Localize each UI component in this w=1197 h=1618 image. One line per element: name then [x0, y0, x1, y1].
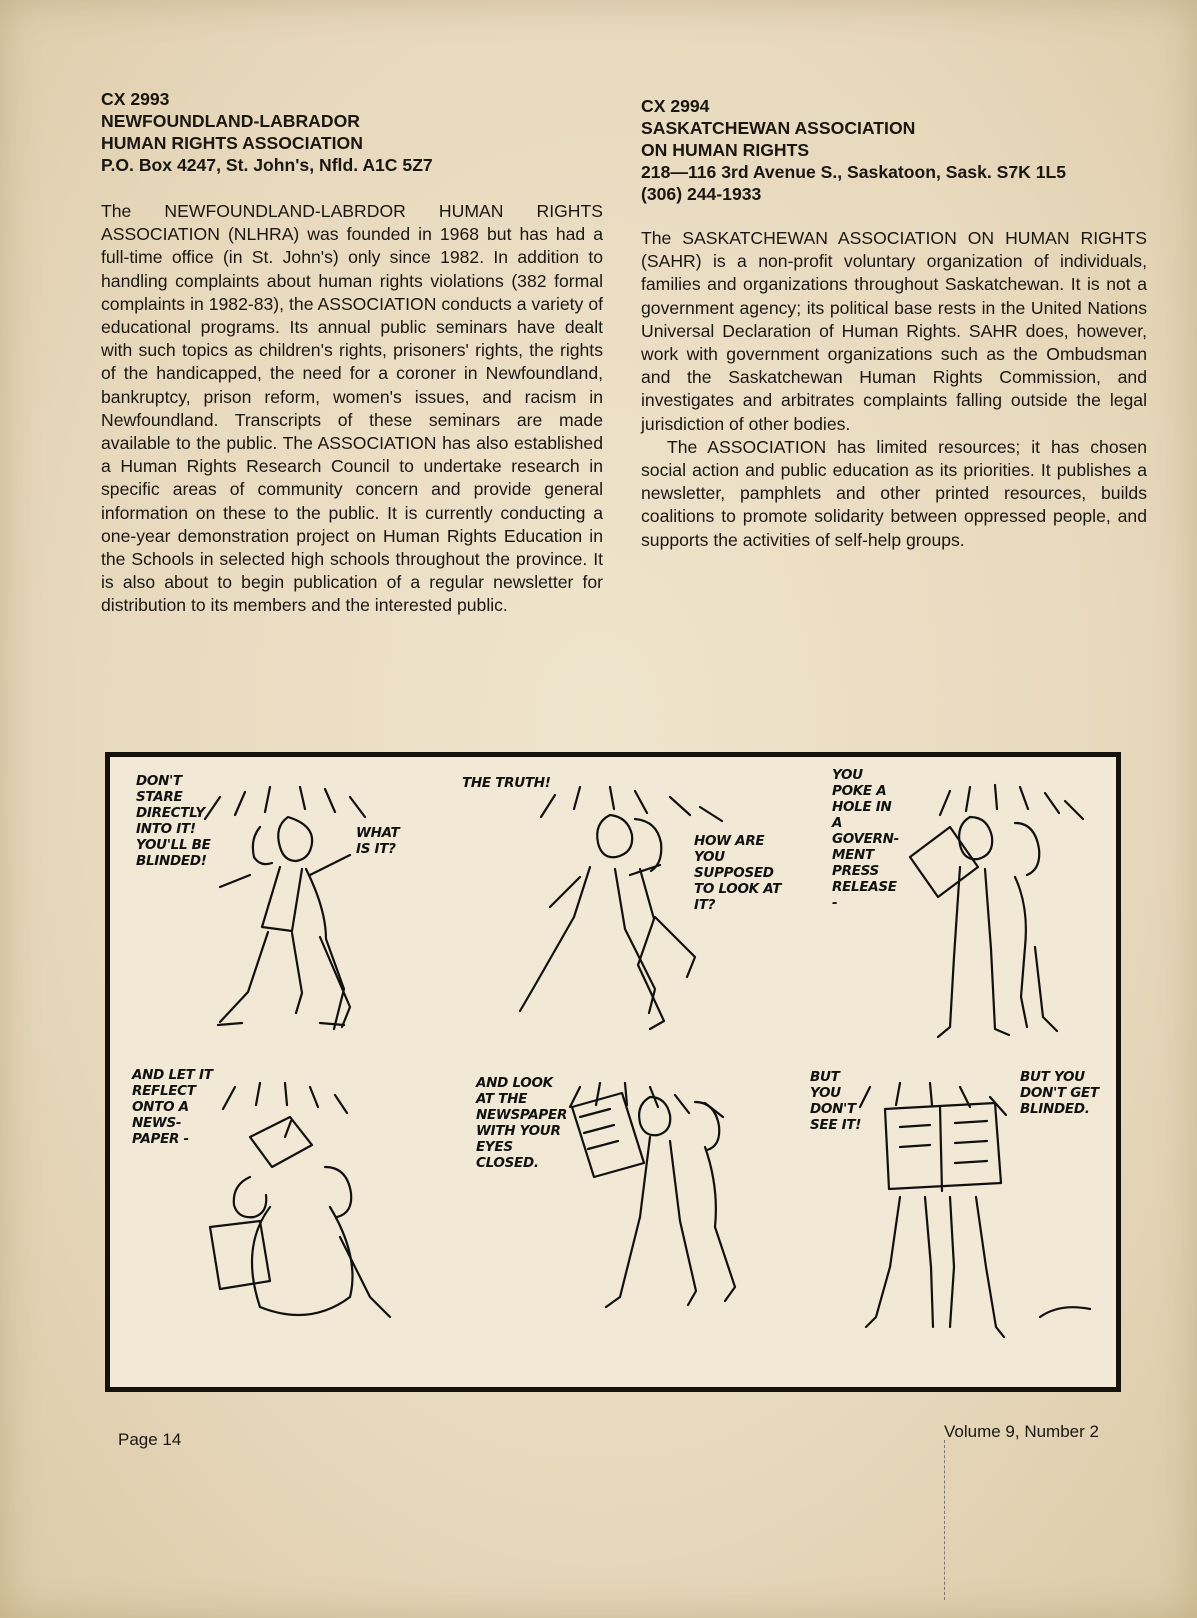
org-phone: (306) 244-1933 — [641, 184, 762, 204]
comic-strip — [105, 752, 1121, 1392]
panel6-figures — [860, 1083, 1090, 1337]
right-entry-header — [641, 95, 1147, 205]
left-paragraph-1: The NEWFOUNDLAND-LABRDOR HUMAN RIGHTS ASSOCIATION (NLHRA) was founded in 1968 but has had a full-time office (in St. John's) only since 1982. In addition to handling complaints about human rights violations (382 formal complaints in 1982-83), the ASSOCIATION conducts a variety of educational programs. Its annual public seminars have dealt with such topics as children's rights, prisoners' rights, the rights of the handicapped, the need for a coroner in Newfoundland, bankruptcy, prison reform, women's issues, and racism in Newfoundland. Transcripts of these seminars are made available to the public. The ASSOCIATION has also established a Human Rights Research Council to undertake research in specific areas of community concern and provide general information on these to the public. It is currently conducting a one-year demonstration project on Human Rights Education in the Schools in selected high schools throughout the province. It is also about to begin publication of a regular newsletter for distribution to its members and the interested public. — [101, 201, 603, 616]
panel2-figures — [520, 787, 722, 1029]
panel3-figures — [910, 785, 1083, 1037]
right-paragraph-2: The ASSOCIATION has limited resources; it has chosen social action and public education as its priorities. It publishes a newsletter, pamphlets and other printed resources, builds coalitions to promote solidarity between oppressed people, and supports the activities of self-help groups. — [641, 436, 1147, 550]
org-name-line1: NEWFOUNDLAND-LABRADOR — [101, 111, 360, 131]
panel6-speech-right: BUT YOU DON'T GET BLINDED. — [1020, 1069, 1099, 1117]
left-entry-header — [101, 88, 603, 176]
fold-line — [944, 1440, 945, 1600]
panel1-figures — [205, 787, 365, 1029]
comic-artwork — [110, 757, 1116, 1387]
org-name-line2: ON HUMAN RIGHTS — [641, 140, 810, 160]
right-entry-body — [641, 227, 1147, 552]
entry-code: CX 2994 — [641, 96, 710, 116]
entry-code: CX 2993 — [101, 89, 170, 109]
left-entry — [101, 88, 603, 618]
panel1-speech-left: DON'T STARE DIRECTLY INTO IT! YOU'LL BE BLINDED! — [136, 773, 211, 869]
org-name-line1: SASKATCHEWAN ASSOCIATION — [641, 118, 916, 138]
org-address: P.O. Box 4247, St. John's, Nfld. A1C 5Z7 — [101, 155, 433, 175]
page-number: Page 14 — [118, 1430, 182, 1449]
issue-label: Volume 9, Number 2 — [944, 1422, 1099, 1441]
org-name-line2: HUMAN RIGHTS ASSOCIATION — [101, 133, 363, 153]
panel5-figures — [570, 1083, 735, 1307]
panel5-speech: AND LOOK AT THE NEWSPAPER WITH YOUR EYES CLOSED. — [476, 1075, 568, 1171]
left-entry-body — [101, 200, 603, 618]
panel1-speech-right: WHAT IS IT? — [356, 825, 400, 857]
right-entry — [641, 95, 1147, 552]
panel3-speech: YOU POKE A HOLE IN A GOVERN-MENT PRESS RELEASE - — [832, 767, 899, 911]
panel2-speech-top: THE TRUTH! — [462, 775, 551, 791]
panel4-figures — [210, 1083, 390, 1317]
panel6-speech-left: BUT YOU DON'T SEE IT! — [810, 1069, 862, 1133]
right-paragraph-1: The SASKATCHEWAN ASSOCIATION ON HUMAN RIGHTS (SAHR) is a non-profit voluntary organization of individuals, families and organizations throughout Saskatchewan. It is not a government agency; its political base rests in the United Nations Universal Declaration of Human Rights. SAHR does, however, work with government organizations such as the Ombudsman and the Saskatchewan Human Rights Commission, and investigates and arbitrates complaints falling outside the legal jurisdiction of other bodies. — [641, 228, 1147, 434]
org-address: 218—116 3rd Avenue S., Saskatoon, Sask. S7K 1L5 — [641, 162, 1067, 182]
panel2-speech-right: HOW ARE YOU SUPPOSED TO LOOK AT IT? — [694, 833, 781, 913]
panel4-speech: AND LET IT REFLECT ONTO A NEWS-PAPER - — [132, 1067, 213, 1147]
